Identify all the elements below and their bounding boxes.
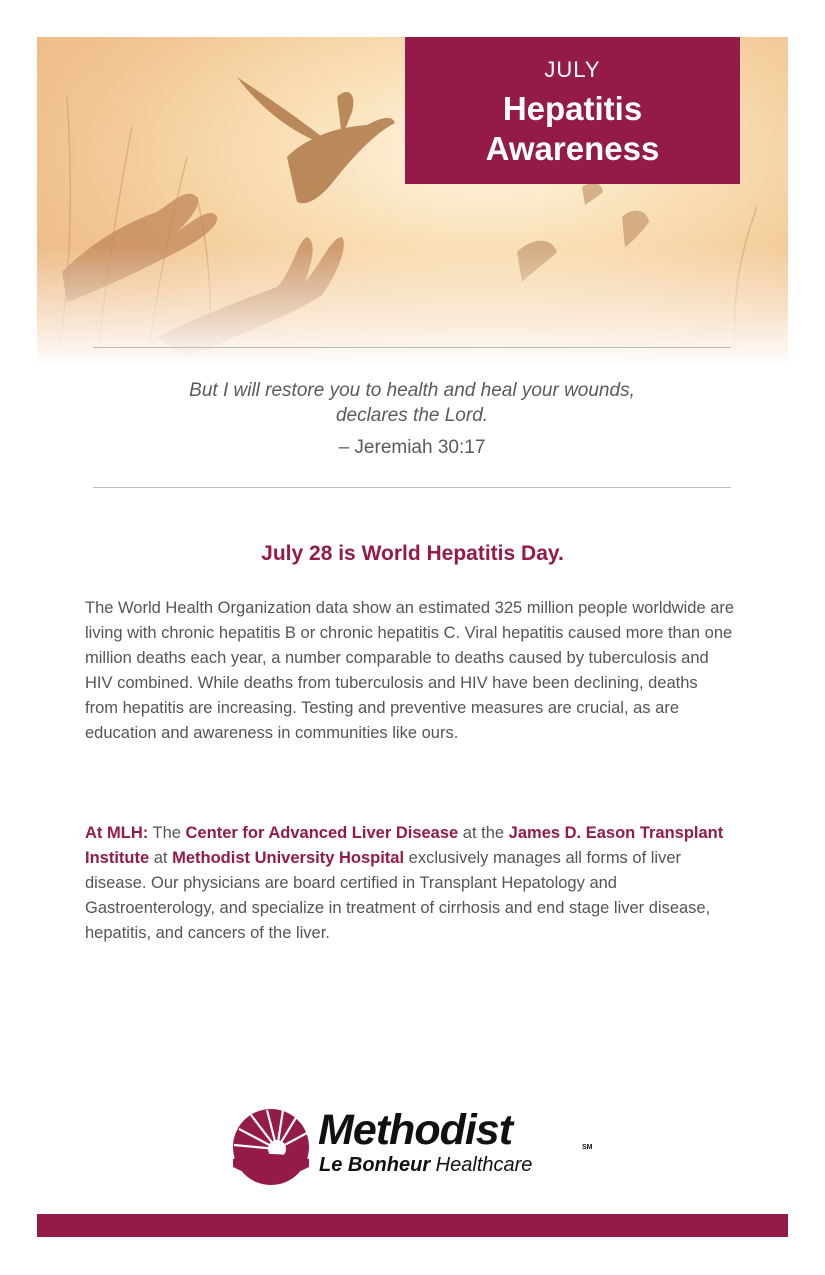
mlh-text2: at the: [458, 824, 509, 842]
mlh-paragraph: [85, 821, 735, 946]
banner-title-line1: Hepatitis: [502, 90, 643, 127]
banner-title-line2: Awareness: [485, 130, 660, 167]
title-banner: [405, 37, 740, 184]
hospital-name: Methodist University Hospital: [172, 849, 405, 867]
footer-bar: [37, 1214, 788, 1237]
mlh-text4: exclusively manages all forms of liver disease. Our physicians are board certified in Transplant Hepatology and Gastroenterology, and specialize in treatment of cirrhosis and end stage liver disease, hepatitis, and cancers of the liver.: [85, 849, 711, 942]
mlh-text1: The: [148, 824, 186, 842]
center-name: Center for Advanced Liver Disease: [185, 824, 459, 842]
logo-service-mark: SM: [582, 1144, 593, 1151]
mlh-lead: At MLH:: [85, 824, 149, 842]
bottom-divider: [93, 487, 731, 488]
institute-name: James D. Eason Transplant Institute: [85, 824, 724, 867]
banner-title: [405, 89, 740, 169]
top-divider: [93, 347, 731, 348]
intro-paragraph: The World Health Organization data show an estimated 325 million people worldwide are living with chronic hepatitis B or chronic hepatitis C. Viral hepatitis caused more than one million deaths each year, a number comparable to deaths caused by tuberculosis and HIV combined. While deaths from tuberculosis and HIV have been declining, deaths from hepatitis are increasing. Testing and preventive measures are crucial, as are education and awareness in communities like ours.: [85, 599, 735, 742]
banner-month: JULY: [544, 57, 601, 82]
logo-sub-bold: Le Bonheur: [319, 1154, 431, 1176]
mlh-text3: at: [149, 849, 173, 867]
verse-line1: But I will restore you to health and heal your wounds,: [189, 380, 635, 401]
logo-wordmark: Methodist: [318, 1106, 513, 1154]
sunburst-logo-icon: [231, 1107, 311, 1187]
verse-line2: declares the Lord.: [335, 405, 489, 426]
hero-fade: [37, 247, 788, 367]
verse-reference: – Jeremiah 30:17: [338, 437, 486, 458]
verse-quote: [93, 378, 731, 428]
section-heading: July 28 is World Hepatitis Day.: [261, 542, 564, 565]
logo-subtitle: [319, 1152, 532, 1178]
logo-sub-regular: Healthcare: [430, 1154, 533, 1176]
